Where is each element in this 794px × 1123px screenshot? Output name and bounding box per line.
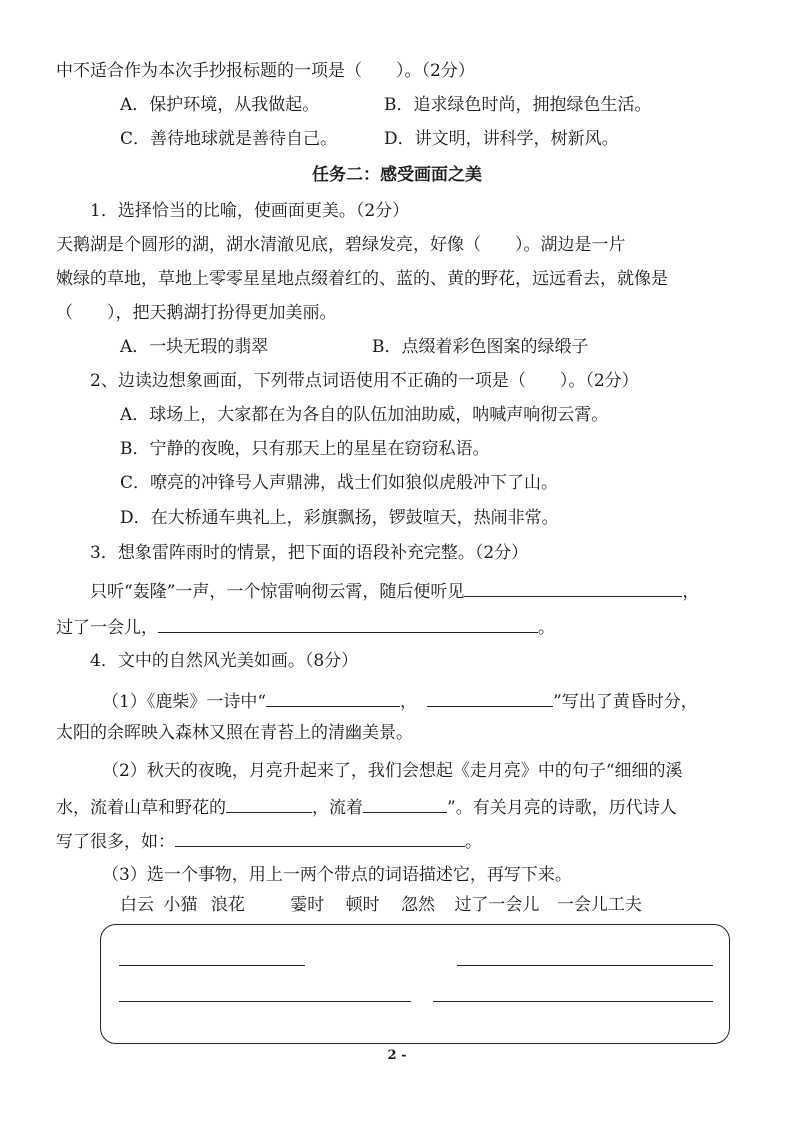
word-2: 小猫 (163, 895, 198, 915)
word-5: 顿时 (345, 895, 380, 915)
q4-sub2-blank-2[interactable] (363, 794, 447, 813)
q1-option-a: A．一块无瑕的翡翠 (120, 337, 269, 357)
q4-sub1-line2: 太阳的余晖映入森林又照在青苔上的清幽美景。 (56, 723, 413, 743)
answer-box[interactable] (100, 924, 730, 1044)
intro-option-a: A．保护环境，从我做起。 (120, 95, 320, 115)
intro-option-b: B．追求绿色时尚，拥抱绿色生活。 (384, 95, 652, 115)
q4-sub2-text-b: 水，流着山草和野花的 (56, 798, 226, 818)
intro-question: 中不适合作为本次手抄报标题的一项是（ ）。（2分） (56, 61, 475, 81)
q1-stem: 1．选择恰当的比喻，使画面更美。（2分） (90, 201, 410, 221)
word-bank (120, 894, 642, 916)
q1-passage-line1: 天鹅湖是个圆形的湖，湖水清澈见底，碧绿发亮，好像（ ）。湖边是一片 (56, 235, 626, 255)
q3-line2 (56, 614, 555, 639)
q4-sub1-blank-1[interactable] (266, 688, 400, 707)
word-6: 忽然 (401, 895, 436, 915)
intro-option-c: C．善待地球就是善待自己。 (120, 129, 338, 149)
q3-line2-end: 。 (538, 618, 555, 638)
q2-stem: 2、边读边想象画面，下列带点词语使用不正确的一项是（ ）。（2分） (90, 371, 639, 391)
page-number: 2 - (387, 1048, 407, 1063)
q4-sub2-line2 (56, 794, 677, 819)
answer-line-1[interactable] (119, 965, 305, 966)
intro-option-d: D．讲文明，讲科学，树新风。 (384, 129, 619, 149)
q4-sub2-line1: （2）秋天的夜晚，月亮升起来了，我们会想起《走月亮》中的句子“细细的溪 (102, 761, 683, 781)
q2-option-d: D．在大桥通车典礼上，彩旗飘扬，锣鼓喧天，热闹非常。 (120, 508, 559, 528)
q4-sub2-line3 (56, 828, 482, 853)
q4-sub2-text-e: 写了很多，如： (56, 832, 175, 852)
q3-stem: 3．想象雷阵雨时的情景，把下面的语段补充完整。（2分） (90, 543, 529, 563)
q4-sub2-text-c: ，流着 (312, 798, 363, 818)
q3-line2-text: 过了一会儿， (56, 618, 158, 638)
q3-blank-1[interactable] (464, 578, 682, 597)
q4-sub1-text-b: ， (400, 692, 418, 712)
q4-sub2-text-d: ”。有关月亮的诗歌，历代诗人 (447, 798, 677, 818)
q2-option-b: B．宁静的夜晚，只有那天上的星星在窃窃私语。 (120, 439, 490, 459)
q4-sub3-stem: （3）选一个事物，用上一两个带点的词语描述它，再写下来。 (102, 865, 572, 885)
answer-line-3[interactable] (119, 1001, 411, 1002)
task2-heading: 任务二：感受画面之美 (312, 165, 482, 185)
q4-sub1-text-c: ”写出了黄昏时分， (553, 692, 698, 712)
word-7: 过了一会儿 (454, 895, 540, 915)
q4-sub2-blank-3[interactable] (175, 828, 465, 847)
q4-sub1-line1 (102, 688, 698, 713)
q1-passage-line3: （ ），把天鹅湖打扮得更加美丽。 (56, 303, 337, 323)
q4-stem: 4．文中的自然风光美如画。（8分） (90, 651, 359, 671)
word-8: 一会儿工夫 (556, 895, 642, 915)
q4-sub2-blank-1[interactable] (226, 794, 312, 813)
word-1: 白云 (120, 895, 154, 915)
q3-line1 (90, 578, 699, 603)
word-4: 霎时 (290, 895, 325, 915)
q1-passage-line2: 嫩绿的草地，草地上零零星星地点缀着红的、蓝的、黄的野花，远远看去，就像是 (56, 269, 668, 289)
q2-option-c: C．嘹亮的冲锋号人声鼎沸，战士们如狼似虎般冲下了山。 (120, 473, 559, 493)
answer-line-4[interactable] (433, 1001, 713, 1002)
q3-line1-end: ， (682, 582, 700, 602)
q3-blank-2[interactable] (158, 614, 538, 633)
q4-sub2-text-f: 。 (465, 832, 482, 852)
q1-option-b: B．点缀着彩色图案的绿缎子 (372, 337, 589, 357)
q3-line1-text: 只听“轰隆”一声，一个惊雷响彻云霄，随后便听见 (90, 582, 465, 602)
answer-line-2[interactable] (457, 965, 713, 966)
word-3: 浪花 (210, 895, 245, 915)
q4-sub1-text-a: （1）《鹿柴》一诗中“ (102, 692, 267, 712)
q2-option-a: A．球场上，大家都在为各自的队伍加油助威，呐喊声响彻云霄。 (120, 405, 609, 425)
q4-sub1-blank-2[interactable] (427, 688, 553, 707)
